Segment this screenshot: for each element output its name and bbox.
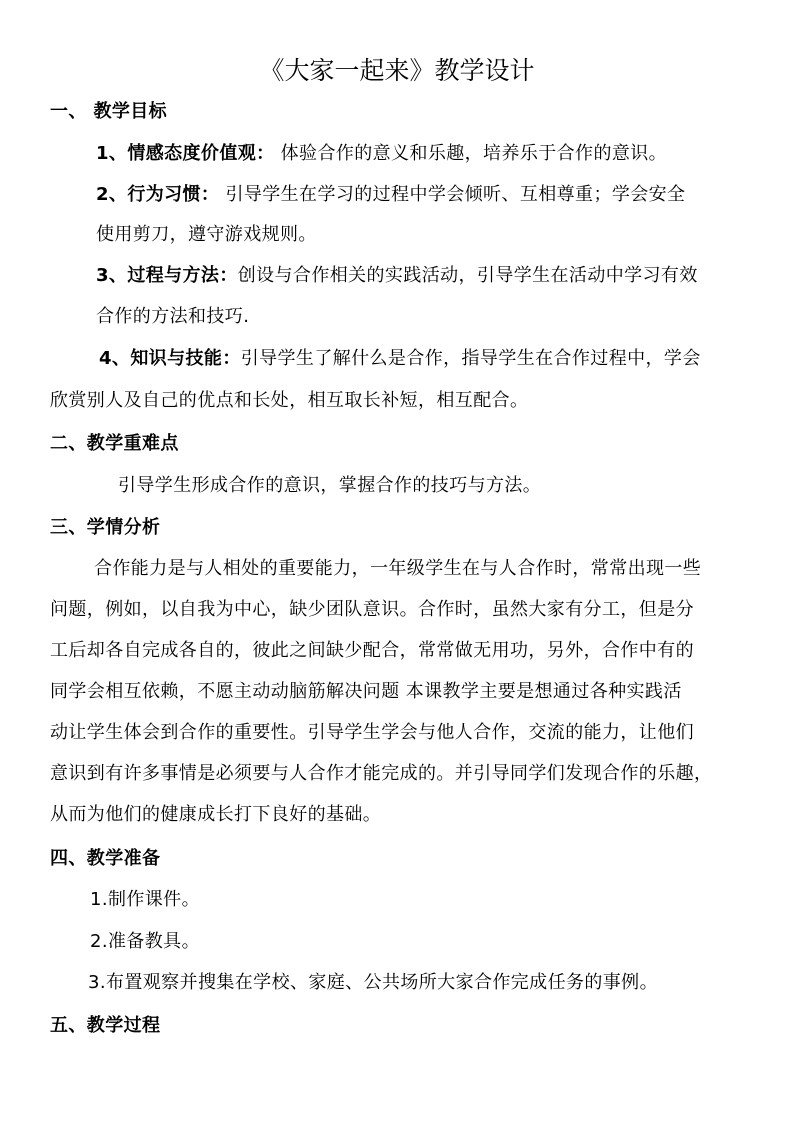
section-heading-preparation: 四、教学准备	[50, 848, 161, 869]
objective-text: 创设与合作相关的实践活动，引导学生在活动中学习有效	[237, 265, 698, 286]
analysis-line: 合作能力是与人相处的重要能力，一年级学生在与人合作时，常常出现一些	[94, 558, 702, 579]
section-heading-key-points: 二、教学重难点	[50, 433, 179, 454]
objective-item-4-continued: 欣赏别人及自己的优点和长处，相互取长补短，相互配合。	[50, 390, 529, 411]
preparation-item: 2.准备教具。	[90, 931, 200, 952]
objective-item-2-continued: 使用剪刀，遵守游戏规则。	[96, 224, 317, 245]
objective-label: 3、过程与方法：	[96, 265, 238, 286]
document-title: 《大家一起来》教学设计	[259, 56, 535, 85]
objective-label: 4、知识与技能：	[99, 348, 241, 369]
analysis-line: 问题，例如，以自我为中心，缺少团队意识。合作时，虽然大家有分工，但是分	[50, 599, 694, 620]
objective-text: 体验合作的意义和乐趣，培养乐于合作的意识。	[274, 143, 668, 164]
objective-item-4	[99, 347, 701, 371]
section-heading-analysis: 三、学情分析	[50, 517, 161, 538]
key-points-text: 引导学生形成合作的意识，掌握合作的技巧与方法。	[118, 475, 542, 496]
analysis-line: 意识到有许多事情是必须要与人合作才能完成的。并引导同学们发现合作的乐趣，	[50, 763, 713, 784]
objective-label: 1、情感态度价值观：	[96, 143, 275, 164]
section-heading-objectives: 一、 教学目标	[50, 101, 168, 122]
section-heading-process: 五、教学过程	[50, 1015, 161, 1036]
objective-item-3	[96, 264, 698, 288]
preparation-item: 1.制作课件。	[90, 889, 200, 910]
objective-item-3-continued: 合作的方法和技巧.	[96, 306, 250, 327]
objective-item-2	[96, 183, 685, 207]
analysis-line: 同学会相互依赖，不愿主动动脑筋解决问题 本课教学主要是想通过各种实践活	[50, 681, 682, 702]
objective-text: 引导学生了解什么是合作，指导学生在合作过程中，学会	[240, 348, 701, 369]
analysis-line: 工后却各自完成各自的，彼此之间缺少配合，常常做无用功，另外，合作中有的	[50, 640, 694, 661]
analysis-line: 从而为他们的健康成长打下良好的基础。	[50, 804, 382, 825]
analysis-line: 动让学生体会到合作的重要性。引导学生学会与他人合作，交流的能力，让他们	[50, 722, 694, 743]
objective-label: 2、行为习惯：	[96, 184, 220, 205]
preparation-item: 3.布置观察并搜集在学校、家庭、公共场所大家合作完成任务的事例。	[88, 972, 658, 993]
objective-item-1	[96, 142, 667, 166]
objective-text: 引导学生在学习的过程中学会倾听、互相尊重；学会安全	[219, 184, 686, 205]
